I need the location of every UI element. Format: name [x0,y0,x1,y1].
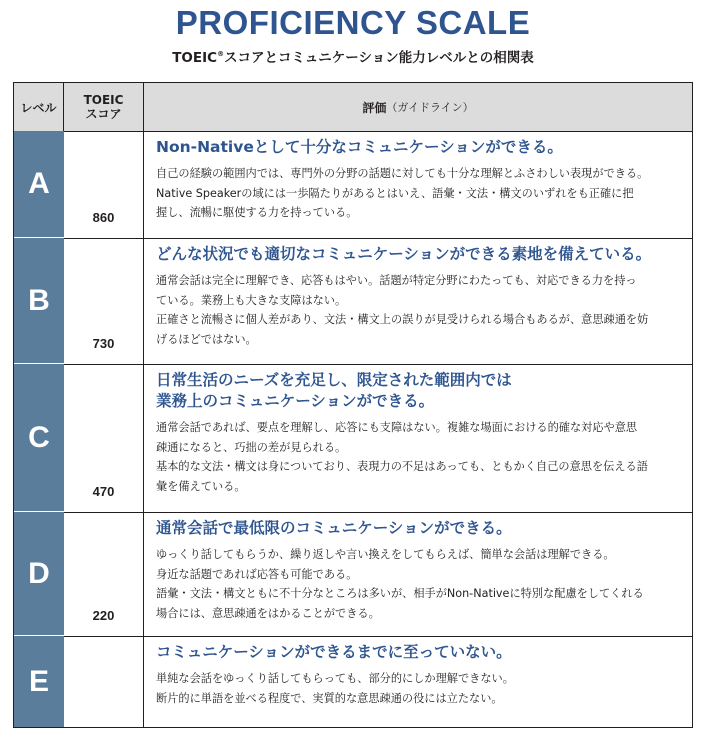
evaluation-cell [156,642,682,708]
evaluation-cell [156,518,682,623]
evaluation-text-line: 通常会話は完全に理解でき、応答もはやい。話題が特定分野にわたっても、対応できる力を持っ [156,274,637,287]
evaluation-text-line: 通常会話であれば、要点を理解し、応答にも支障はない。複雑な場面における的確な対応や意思 [156,421,638,434]
evaluation-text-line: 場合には、意思疎通をはかることができる。 [156,606,380,620]
evaluation-text-line: 握し、流暢に駆使する力を持っている。 [156,206,358,219]
evaluation-cell [156,137,682,223]
score-cell: 470 [92,484,115,499]
subtitle-text: スコアとコミュニケーション能力レベルとの相関表 [224,50,534,66]
evaluation-heading [156,370,682,412]
level-cell-a: A [14,131,64,237]
evaluation-heading [156,518,682,539]
level-cell-c: C [14,364,64,511]
header-score-line2: スコア [85,107,122,121]
row-divider [14,364,692,365]
header-score [64,83,144,131]
score-cell: 730 [92,336,115,351]
score-cell: 220 [92,608,115,623]
evaluation-text [156,418,682,496]
evaluation-text-line: ゆっくり話してもらうか、繰り返しや言い換えをしてもらえば、簡単な会話は理解できる。 [156,548,615,561]
page-title: PROFICIENCY SCALE [175,4,531,41]
evaluation-text [156,164,682,223]
evaluation-text [156,669,682,708]
page-subtitle [0,46,706,66]
evaluation-text-line: 身近な話題であれば応答も可能である。 [156,567,358,581]
evaluation-heading-line: 日常生活のニーズを充足し、限定された範囲内では [156,371,512,389]
evaluation-text-line: 彙を備えている。 [156,479,246,493]
header-divider [14,131,692,132]
evaluation-text-line: 自己の経験の範囲内では、専門外の分野の話題に対しても十分な理解とふさわしい表現ができる。 [156,167,649,180]
evaluation-heading-line: コミュニケーションができるまでに至っていない。 [156,643,512,661]
evaluation-heading [156,137,682,158]
evaluation-text-line: 単純な会話をゆっくり話してもらっても、部分的にしか理解できない。 [156,672,514,685]
row-divider [14,636,692,637]
level-cell-b: B [14,238,64,363]
evaluation-heading-line: 業務上のコミュニケーションができる。 [156,392,435,410]
evaluation-text-line: Native Speakerの域には一歩隔たりがあるとはいえ、語彙・文法・構文のいずれをも正確に把 [156,186,634,200]
evaluation-heading-line: Non-Nativeとして十分なコミュニケーションができる。 [156,138,563,156]
row-divider [14,512,692,513]
row-divider [14,238,692,239]
evaluation-text-line: 断片的に単語を並べる程度で、実質的な意思疎通の役には立たない。 [156,691,503,705]
evaluation-heading-line: どんな状況でも適切なコミュニケーションができる素地を備えている。 [156,245,652,263]
evaluation-text [156,271,682,349]
level-cell-d: D [14,512,64,635]
header-score-line1: TOEIC [83,93,124,107]
registered-mark: ® [217,50,225,58]
level-cell-e: E [14,636,64,727]
header-level: レベル [14,83,64,131]
score-column-divider [143,131,144,727]
evaluation-cell [156,370,682,496]
evaluation-cell [156,244,682,349]
header-evaluation [144,83,692,131]
evaluation-heading [156,244,682,265]
evaluation-text-line: 疎通になると、巧拙の差が見られる。 [156,440,347,454]
evaluation-text-line: 基本的な文法・構文は身についており、表現力の不足はあっても、ともかく自己の意思を伝える語 [156,460,648,473]
evaluation-text-line: 語彙・文法・構文ともに不十分なところは多いが、相手がNon-Nativeに特別な配慮をしてくれる [156,587,644,600]
evaluation-heading [156,642,682,663]
header-evaluation-note: （ガイドライン） [386,101,474,114]
score-cell: 860 [92,210,115,225]
evaluation-text-line: 正確さと流暢さに個人差があり、文法・構文上の誤りが見受けられる場合もあるが、意思疎通を妨 [156,313,649,326]
evaluation-text-line: ている。業務上も大きな支障はない。 [156,293,347,307]
subtitle-toeic: TOEIC [172,50,218,66]
header-evaluation-label: 評価 [362,100,387,115]
evaluation-heading-line: 通常会話で最低限のコミュニケーションができる。 [156,519,512,537]
evaluation-text-line: げるほどではない。 [156,332,257,346]
proficiency-table [13,82,693,728]
evaluation-text [156,545,682,623]
